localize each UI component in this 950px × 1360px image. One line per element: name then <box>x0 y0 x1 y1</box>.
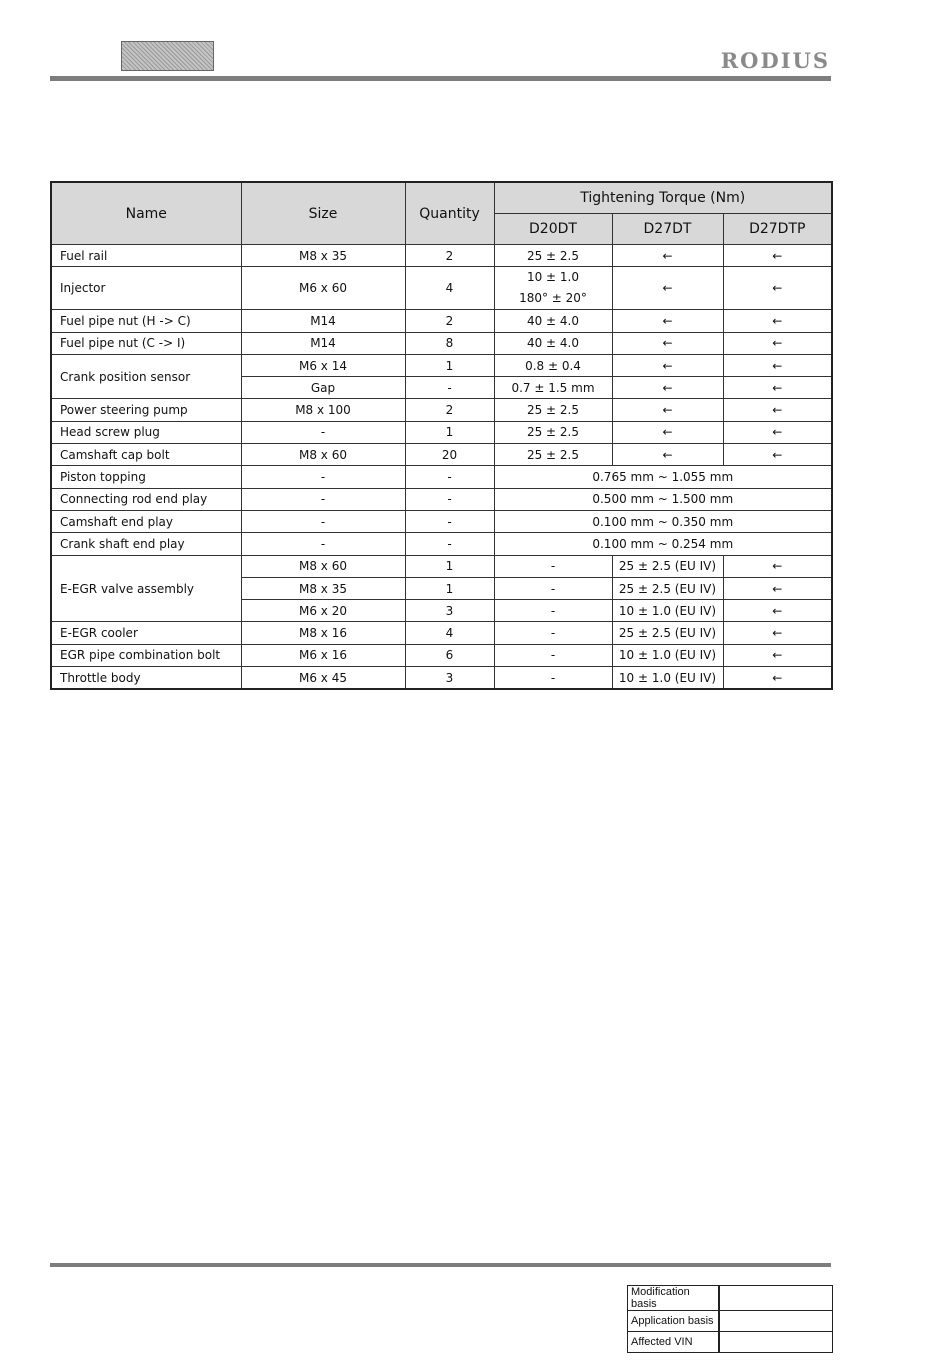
cell-d27dt: ← <box>612 332 723 354</box>
cell-d27dtp: ← <box>723 421 832 443</box>
cell-torque-range: 0.765 mm ~ 1.055 mm <box>494 466 832 488</box>
cell-d20dt: 40 ± 4.0 <box>494 310 612 332</box>
cell-d27dt: ← <box>612 267 723 310</box>
cell-d27dtp: ← <box>723 644 832 666</box>
cell-qty: 6 <box>405 644 494 666</box>
cell-d20dt: 0.8 ± 0.4 <box>494 354 612 376</box>
cell-name: E-EGR valve assembly <box>51 555 241 622</box>
cell-d20dt: 25 ± 2.5 <box>494 444 612 466</box>
cell-d27dtp: ← <box>723 577 832 599</box>
cell-d27dt: ← <box>612 377 723 399</box>
table-row <box>628 1332 833 1353</box>
table-row <box>51 399 832 421</box>
cell-qty: 8 <box>405 332 494 354</box>
cell-d20dt: - <box>494 622 612 644</box>
header-tab <box>121 41 214 71</box>
table-row <box>51 533 832 555</box>
cell-name: Camshaft end play <box>51 510 241 532</box>
table-row <box>51 466 832 488</box>
affected-vin-value <box>719 1332 833 1353</box>
cell-d20dt: - <box>494 600 612 622</box>
cell-size: M14 <box>241 310 405 332</box>
table-row <box>51 267 832 310</box>
cell-name: Camshaft cap bolt <box>51 444 241 466</box>
cell-size: - <box>241 488 405 510</box>
cell-d20dt: 40 ± 4.0 <box>494 332 612 354</box>
table-row <box>51 555 832 577</box>
cell-size: - <box>241 510 405 532</box>
cell-d20dt: 0.7 ± 1.5 mm <box>494 377 612 399</box>
cell-d27dtp: ← <box>723 354 832 376</box>
cell-d27dt: 25 ± 2.5 (EU IV) <box>612 577 723 599</box>
application-basis-label: Application basis <box>628 1311 720 1332</box>
cell-qty: 1 <box>405 555 494 577</box>
cell-qty: 2 <box>405 399 494 421</box>
cell-d27dt: 10 ± 1.0 (EU IV) <box>612 667 723 690</box>
cell-d27dtp: ← <box>723 555 832 577</box>
cell-qty: 1 <box>405 577 494 599</box>
cell-qty: 1 <box>405 421 494 443</box>
cell-d27dtp: ← <box>723 267 832 310</box>
table-row <box>628 1286 833 1311</box>
cell-size: M6 x 14 <box>241 354 405 376</box>
torque-spec-table <box>50 181 833 690</box>
cell-name: Connecting rod end play <box>51 488 241 510</box>
cell-torque-range: 0.500 mm ~ 1.500 mm <box>494 488 832 510</box>
cell-d20dt: 25 ± 2.5 <box>494 245 612 267</box>
cell-name: Fuel pipe nut (H -> C) <box>51 310 241 332</box>
cell-qty: - <box>405 377 494 399</box>
cell-d27dtp: ← <box>723 667 832 690</box>
cell-d27dt: ← <box>612 354 723 376</box>
modification-basis-label: Modification basis <box>628 1286 720 1311</box>
footer-rule <box>50 1263 831 1267</box>
cell-d27dtp: ← <box>723 310 832 332</box>
table-row <box>51 421 832 443</box>
cell-name: Fuel rail <box>51 245 241 267</box>
cell-d27dtp: ← <box>723 377 832 399</box>
cell-qty: 4 <box>405 267 494 310</box>
table-row <box>51 644 832 666</box>
cell-name: Injector <box>51 267 241 310</box>
cell-size: M8 x 35 <box>241 577 405 599</box>
header-d27dtp: D27DTP <box>723 214 832 245</box>
cell-torque-range: 0.100 mm ~ 0.254 mm <box>494 533 832 555</box>
cell-name: E-EGR cooler <box>51 622 241 644</box>
cell-d27dt: ← <box>612 310 723 332</box>
cell-name: EGR pipe combination bolt <box>51 644 241 666</box>
cell-name: Fuel pipe nut (C -> I) <box>51 332 241 354</box>
cell-size: - <box>241 421 405 443</box>
header-d20dt: D20DT <box>494 214 612 245</box>
torque-line: 10 ± 1.0 <box>526 270 580 285</box>
cell-qty: - <box>405 533 494 555</box>
cell-size: M8 x 100 <box>241 399 405 421</box>
cell-qty: 2 <box>405 245 494 267</box>
cell-d27dtp: ← <box>723 622 832 644</box>
cell-qty: - <box>405 488 494 510</box>
cell-size: M14 <box>241 332 405 354</box>
cell-d27dt: 25 ± 2.5 (EU IV) <box>612 622 723 644</box>
cell-name: Crank shaft end play <box>51 533 241 555</box>
cell-d27dt: ← <box>612 444 723 466</box>
header-size: Size <box>241 182 405 245</box>
header-name: Name <box>51 182 241 245</box>
cell-qty: - <box>405 510 494 532</box>
cell-torque-range: 0.100 mm ~ 0.350 mm <box>494 510 832 532</box>
cell-qty: 2 <box>405 310 494 332</box>
cell-size: M6 x 60 <box>241 267 405 310</box>
cell-qty: - <box>405 466 494 488</box>
cell-size: M8 x 60 <box>241 444 405 466</box>
cell-d27dt: 10 ± 1.0 (EU IV) <box>612 600 723 622</box>
cell-qty: 4 <box>405 622 494 644</box>
cell-qty: 1 <box>405 354 494 376</box>
application-basis-value <box>719 1311 833 1332</box>
cell-d27dt: 25 ± 2.5 (EU IV) <box>612 555 723 577</box>
cell-d27dt: ← <box>612 421 723 443</box>
cell-name: Throttle body <box>51 667 241 690</box>
cell-d20dt: - <box>494 577 612 599</box>
cell-d20dt: - <box>494 667 612 690</box>
header-d27dt: D27DT <box>612 214 723 245</box>
cell-size: Gap <box>241 377 405 399</box>
cell-size: M8 x 35 <box>241 245 405 267</box>
cell-qty: 20 <box>405 444 494 466</box>
cell-name: Piston topping <box>51 466 241 488</box>
cell-d27dtp: ← <box>723 444 832 466</box>
cell-size: M6 x 20 <box>241 600 405 622</box>
table-row <box>51 354 832 376</box>
cell-size: M6 x 16 <box>241 644 405 666</box>
cell-d27dt: ← <box>612 399 723 421</box>
table-row <box>51 488 832 510</box>
table-row <box>628 1311 833 1332</box>
cell-d27dt: 10 ± 1.0 (EU IV) <box>612 644 723 666</box>
affected-vin-label: Affected VIN <box>628 1332 720 1353</box>
cell-name: Power steering pump <box>51 399 241 421</box>
header-tightening-torque: Tightening Torque (Nm) <box>494 182 832 214</box>
cell-size: - <box>241 533 405 555</box>
cell-d27dtp: ← <box>723 600 832 622</box>
table-row <box>51 332 832 354</box>
cell-size: - <box>241 466 405 488</box>
cell-d27dtp: ← <box>723 332 832 354</box>
cell-d20dt: 25 ± 2.5 <box>494 421 612 443</box>
cell-qty: 3 <box>405 600 494 622</box>
rodius-logo: RODIUS <box>720 48 830 73</box>
cell-size: M8 x 60 <box>241 555 405 577</box>
cell-d27dtp: ← <box>723 399 832 421</box>
cell-d27dt: ← <box>612 245 723 267</box>
table-row <box>51 245 832 267</box>
angle-line: 180° ± 20° <box>519 291 587 306</box>
revision-stamp-table <box>627 1285 833 1353</box>
cell-name: Head screw plug <box>51 421 241 443</box>
table-row <box>51 510 832 532</box>
cell-d20dt: - <box>494 644 612 666</box>
cell-d20dt <box>494 267 612 310</box>
table-row <box>51 310 832 332</box>
header-rule <box>50 76 831 81</box>
cell-size: M8 x 16 <box>241 622 405 644</box>
modification-basis-value <box>719 1286 833 1311</box>
cell-size: M6 x 45 <box>241 667 405 690</box>
table-row <box>51 667 832 690</box>
header-quantity: Quantity <box>405 182 494 245</box>
cell-d27dtp: ← <box>723 245 832 267</box>
cell-name: Crank position sensor <box>51 354 241 399</box>
cell-qty: 3 <box>405 667 494 690</box>
cell-d20dt: - <box>494 555 612 577</box>
table-row <box>51 444 832 466</box>
cell-d20dt: 25 ± 2.5 <box>494 399 612 421</box>
table-row <box>51 622 832 644</box>
